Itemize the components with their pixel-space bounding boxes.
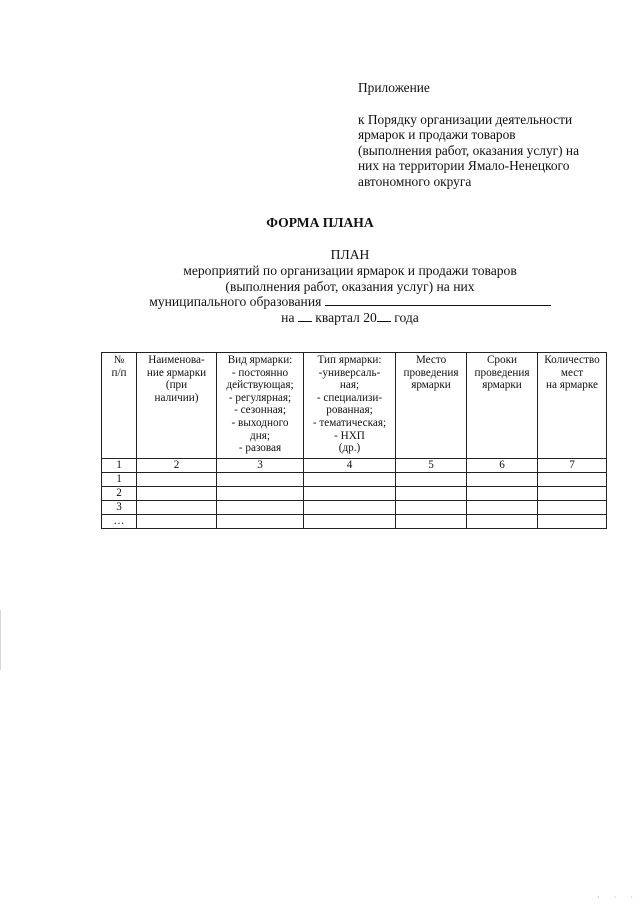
table-header-row [102,353,607,459]
table-cell [137,515,217,529]
header-text: мест [560,366,584,379]
table-cell [538,501,607,515]
header-text: - разовая [238,442,282,455]
header-cell-number [102,353,137,459]
quarter-line [0,310,640,326]
plan-subtitle-line: мероприятий по организации ярмарок и продажи товаров [183,262,517,278]
table-cell [396,515,467,529]
header-text: наличии) [154,391,199,404]
header-text: Количество [544,354,600,366]
column-number: 3 [217,459,304,473]
table-cell [467,473,538,487]
plan-subtitle-line: (выполнения работ, оказания услуг) на них [225,278,475,294]
scan-corner-dots: · · · [597,893,639,902]
table-cell [304,487,396,501]
header-text: ная; [339,379,360,392]
row-number: … [102,515,137,529]
header-text: Сроки [486,354,518,366]
table-cell [396,487,467,501]
header-text: ярмарки [482,379,522,392]
municipality-line [0,294,640,310]
header-text: Наименова- [148,354,205,366]
header-cell-fair-type [304,353,396,459]
header-cell-location [396,353,467,459]
table-cell [538,487,607,501]
table-cell [467,515,538,529]
appendix-line: ярмарок и продажи товаров [358,127,516,143]
quarter-prefix: на [281,310,295,326]
header-text: п/п [111,366,127,379]
appendix-block [358,80,608,190]
table-cell [396,473,467,487]
column-number: 5 [396,459,467,473]
table-cell [137,473,217,487]
header-text: Тип ярмарки: [317,354,382,366]
header-text: (при [165,379,188,392]
row-number: 2 [102,487,137,501]
column-number: 2 [137,459,217,473]
table-cell [137,501,217,515]
table-cell [304,473,396,487]
header-text: проведения [403,366,459,379]
header-cell-places [538,353,607,459]
appendix-line: (выполнения работ, оказания услуг) на [358,142,580,158]
plan-table [101,352,607,529]
form-heading: ФОРМА ПЛАНА [266,215,374,230]
header-cell-fair-kind [217,353,304,459]
table-cell [467,487,538,501]
header-text: - постоянно [231,366,289,379]
header-text: -универсаль- [318,366,381,379]
table-cell [217,515,304,529]
table-cell [304,501,396,515]
column-number: 6 [467,459,538,473]
header-text: - НХП [334,429,365,442]
table-cell [304,515,396,529]
column-number: 4 [304,459,396,473]
header-text: Место [415,354,447,366]
table-cell [217,473,304,487]
table-row [102,487,607,501]
plan-title-block [0,247,640,326]
row-number: 3 [102,501,137,515]
scan-edge-mark [0,610,1,670]
header-text: № [113,354,125,366]
table-cell [467,501,538,515]
table-cell [538,515,607,529]
table-row [102,515,607,529]
header-text: ярмарки [411,379,451,392]
table-row [102,501,607,515]
header-text: - специализи- [316,391,383,404]
year-blank [377,310,391,322]
row-number: 1 [102,473,137,487]
header-text: - регулярная; [228,391,292,404]
table-cell [137,487,217,501]
table-cell [538,473,607,487]
header-text: - тематическая; [312,416,387,429]
header-text: проведения [474,366,530,379]
year-label: года [394,310,419,326]
municipality-blank [325,294,551,306]
table-cell [217,501,304,515]
column-number: 7 [538,459,607,473]
municipality-label: муниципального образования [149,294,322,310]
header-text: дня; [250,429,270,442]
header-text: рованная; [326,404,373,417]
table-cell [396,501,467,515]
column-number-row [102,459,607,473]
table-row [102,473,607,487]
header-cell-dates [467,353,538,459]
header-text: - сезонная; [234,404,286,417]
quarter-label: квартал 20 [315,310,377,326]
header-text: на ярмарке [545,379,598,392]
header-cell-fair-name [137,353,217,459]
plan-title: ПЛАН [330,247,370,262]
header-text: действующая; [226,379,294,392]
appendix-title: Приложение [358,80,430,95]
table-cell [217,487,304,501]
header-text: - выходного [231,416,289,429]
column-number: 1 [102,459,137,473]
header-text: ние ярмарки [146,366,207,379]
appendix-line: них на территории Ямало-Ненецкого [358,158,570,174]
header-text: (др.) [338,442,361,455]
quarter-blank [298,310,312,322]
appendix-line: автономного округа [358,173,472,189]
header-text: Вид ярмарки: [227,354,293,366]
appendix-line: к Порядку организации деятельности [358,111,573,127]
